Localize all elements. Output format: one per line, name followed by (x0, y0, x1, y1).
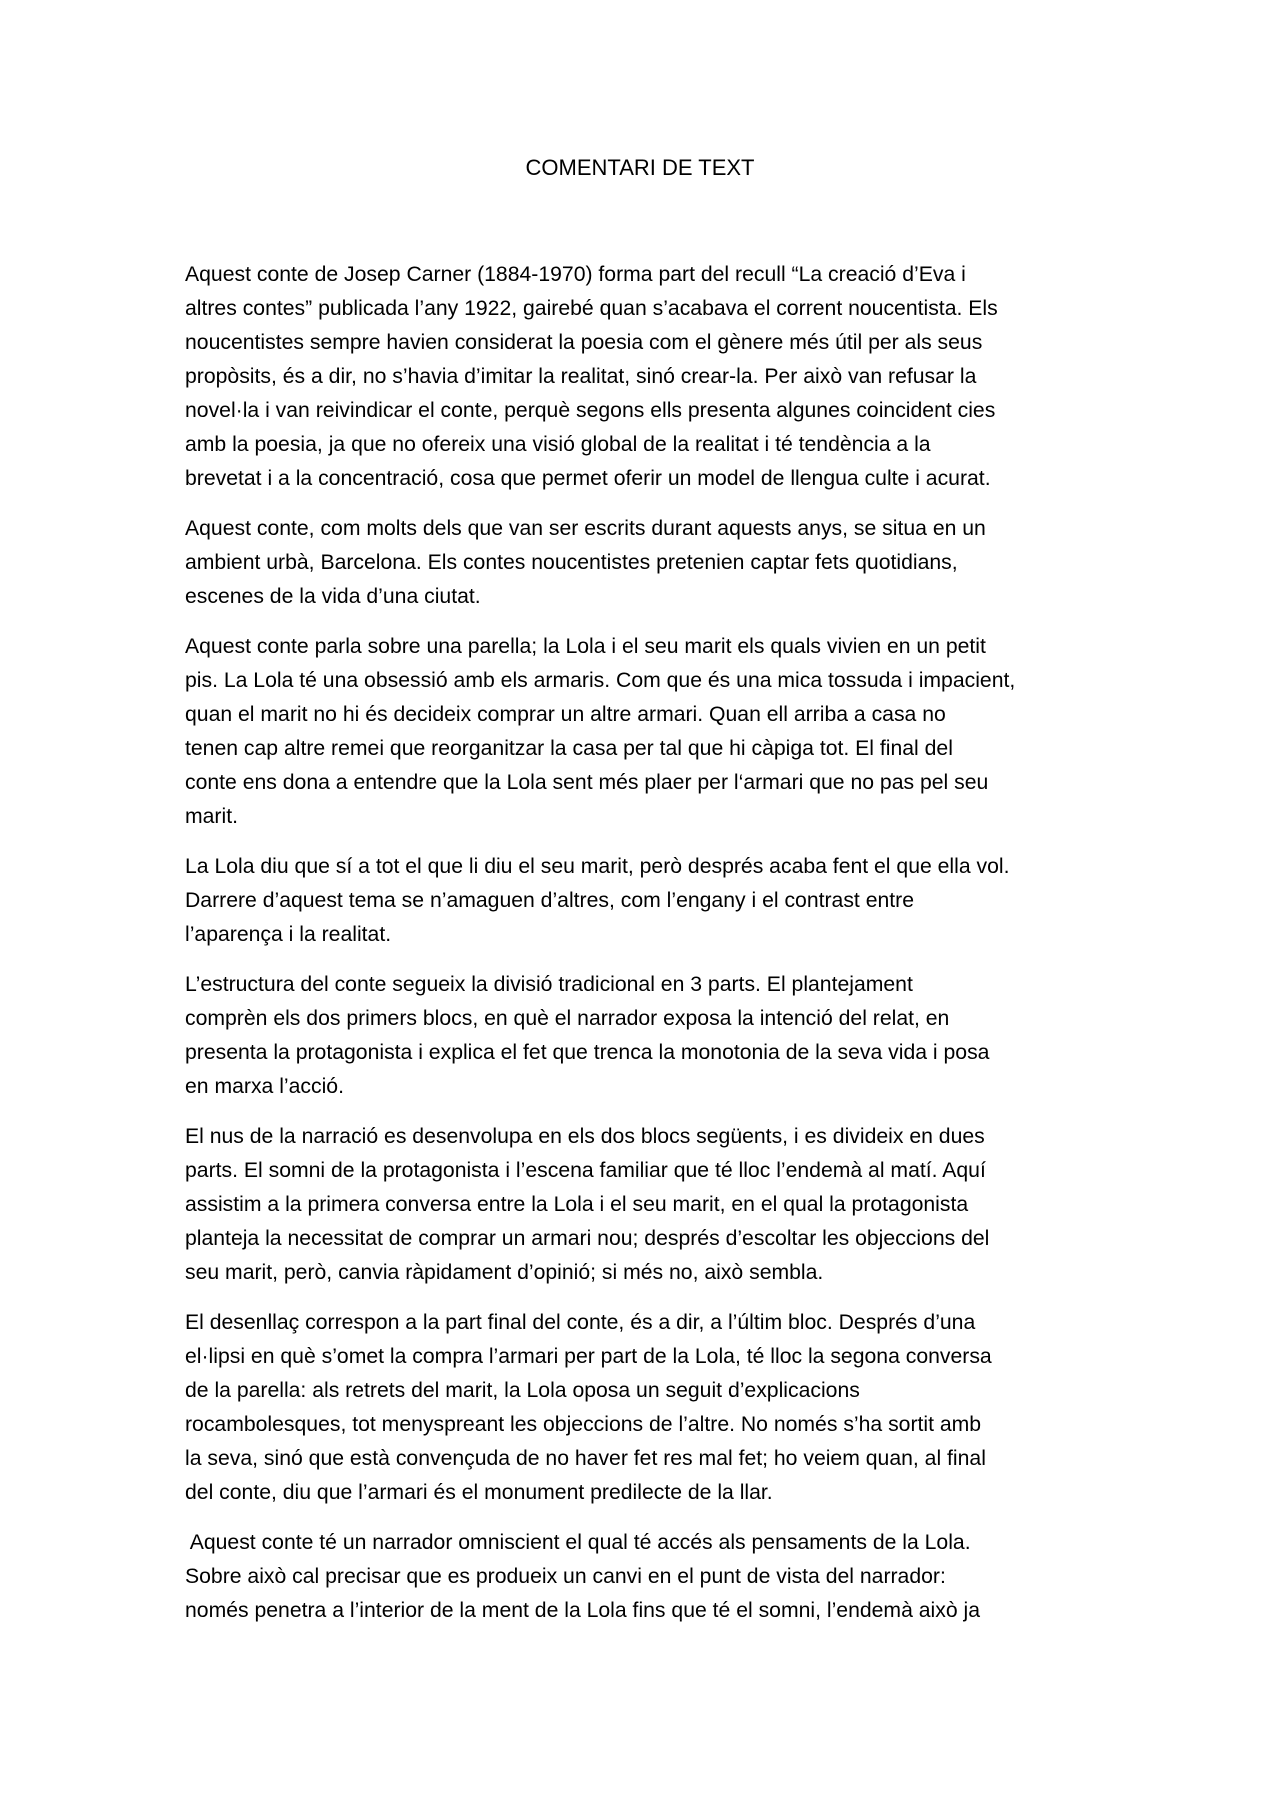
text-line: assistim a la primera conversa entre la Lola i el seu marit, en el qual la protagonista (185, 1193, 969, 1216)
text-line: marit. (185, 805, 238, 828)
text-line: l’aparença i la realitat. (185, 923, 392, 946)
text-line: brevetat i a la concentració, cosa que permet oferir un model de llengua culte i acurat. (185, 467, 991, 490)
text-line: escenes de la vida d’una ciutat. (185, 585, 481, 608)
text-line: altres contes” publicada l’any 1922, gairebé quan s’acabava el corrent noucentista. Els (185, 297, 998, 320)
text-line: L’estructura del conte segueix la divisió tradicional en 3 parts. El plantejament (185, 973, 913, 996)
text-line: comprèn els dos primers blocs, en què el narrador exposa la intenció del relat, en (185, 1007, 950, 1030)
text-line: de la parella: als retrets del marit, la Lola oposa un seguit d’explicacions (185, 1379, 860, 1402)
text-line: pis. La Lola té una obsessió amb els armaris. Com que és una mica tossuda i impacient, (185, 669, 1016, 692)
text-line: ambient urbà, Barcelona. Els contes noucentistes pretenien captar fets quotidians, (185, 551, 958, 574)
text-line: La Lola diu que sí a tot el que li diu el seu marit, però després acaba fent el que ella vol. (185, 855, 1010, 878)
text-line: Aquest conte té un narrador omniscient el qual té accés als pensaments de la Lola. (185, 1531, 971, 1554)
document-title: COMENTARI DE TEXT (525, 155, 755, 180)
text-line: planteja la necessitat de comprar un armari nou; després d’escoltar les objeccions del (185, 1227, 990, 1250)
text-line: en marxa l’acció. (185, 1075, 344, 1098)
text-line: amb la poesia, ja que no ofereix una visió global de la realitat i té tendència a la (185, 433, 931, 456)
text-line: noucentistes sempre havien considerat la poesia com el gènere més útil per als seus (185, 331, 983, 354)
paragraph-knot (185, 1120, 1105, 1290)
text-line: conte ens dona a entendre que la Lola sent més plaer per l‘armari que no pas pel seu (185, 771, 989, 794)
text-line: Darrere d’aquest tema se n’amaguen d’altres, com l’engany i el contrast entre (185, 889, 914, 912)
text-line: parts. El somni de la protagonista i l’escena familiar que té lloc l’endemà al matí. Aquí (185, 1159, 986, 1182)
text-line: propòsits, és a dir, no s’havia d’imitar la realitat, sinó crear-la. Per això van refusar la (185, 365, 977, 388)
document-body (185, 258, 1105, 1644)
text-line: presenta la protagonista i explica el fet que trenca la monotonia de la seva vida i posa (185, 1041, 990, 1064)
text-line: quan el marit no hi és decideix comprar un altre armari. Quan ell arriba a casa no (185, 703, 946, 726)
paragraph-ending (185, 1306, 1105, 1510)
text-line: rocambolesques, tot menyspreant les objeccions de l’altre. No només s’ha sortit amb (185, 1413, 982, 1436)
paragraph-summary (185, 630, 1105, 834)
text-line: el·lipsi en què s’omet la compra l’armari per part de la Lola, té lloc la segona conversa (185, 1345, 992, 1368)
paragraph-intro (185, 258, 1105, 496)
text-line: tenen cap altre remei que reorganitzar la casa per tal que hi càpiga tot. El final del (185, 737, 953, 760)
text-line: El desenllaç correspon a la part final del conte, és a dir, a l’últim bloc. Després d’una (185, 1311, 976, 1334)
text-line: Sobre això cal precisar que es produeix un canvi en el punt de vista del narrador: (185, 1565, 946, 1588)
text-line: Aquest conte, com molts dels que van ser escrits durant aquests anys, se situa en un (185, 517, 986, 540)
text-line: la seva, sinó que està convençuda de no haver fet res mal fet; ho veiem quan, al final (185, 1447, 986, 1470)
text-line: novel·la i van reivindicar el conte, perquè segons ells presenta algunes coincident cies (185, 399, 996, 422)
text-line: només penetra a l’interior de la ment de la Lola fins que té el somni, l’endemà això ja (185, 1599, 980, 1622)
text-line: Aquest conte parla sobre una parella; la Lola i el seu marit els quals vivien en un petit (185, 635, 986, 658)
paragraph-narrator (185, 1526, 1105, 1628)
text-line: del conte, diu que l’armari és el monument predilecte de la llar. (185, 1481, 773, 1504)
paragraph-theme (185, 850, 1105, 952)
text-line: El nus de la narració es desenvolupa en els dos blocs següents, i es divideix en dues (185, 1125, 985, 1148)
text-line: Aquest conte de Josep Carner (1884-1970) forma part del recull “La creació d’Eva i (185, 263, 966, 286)
paragraph-setting (185, 512, 1105, 614)
text-line: seu marit, però, canvia ràpidament d’opinió; si més no, això sembla. (185, 1261, 824, 1284)
paragraph-structure (185, 968, 1105, 1104)
